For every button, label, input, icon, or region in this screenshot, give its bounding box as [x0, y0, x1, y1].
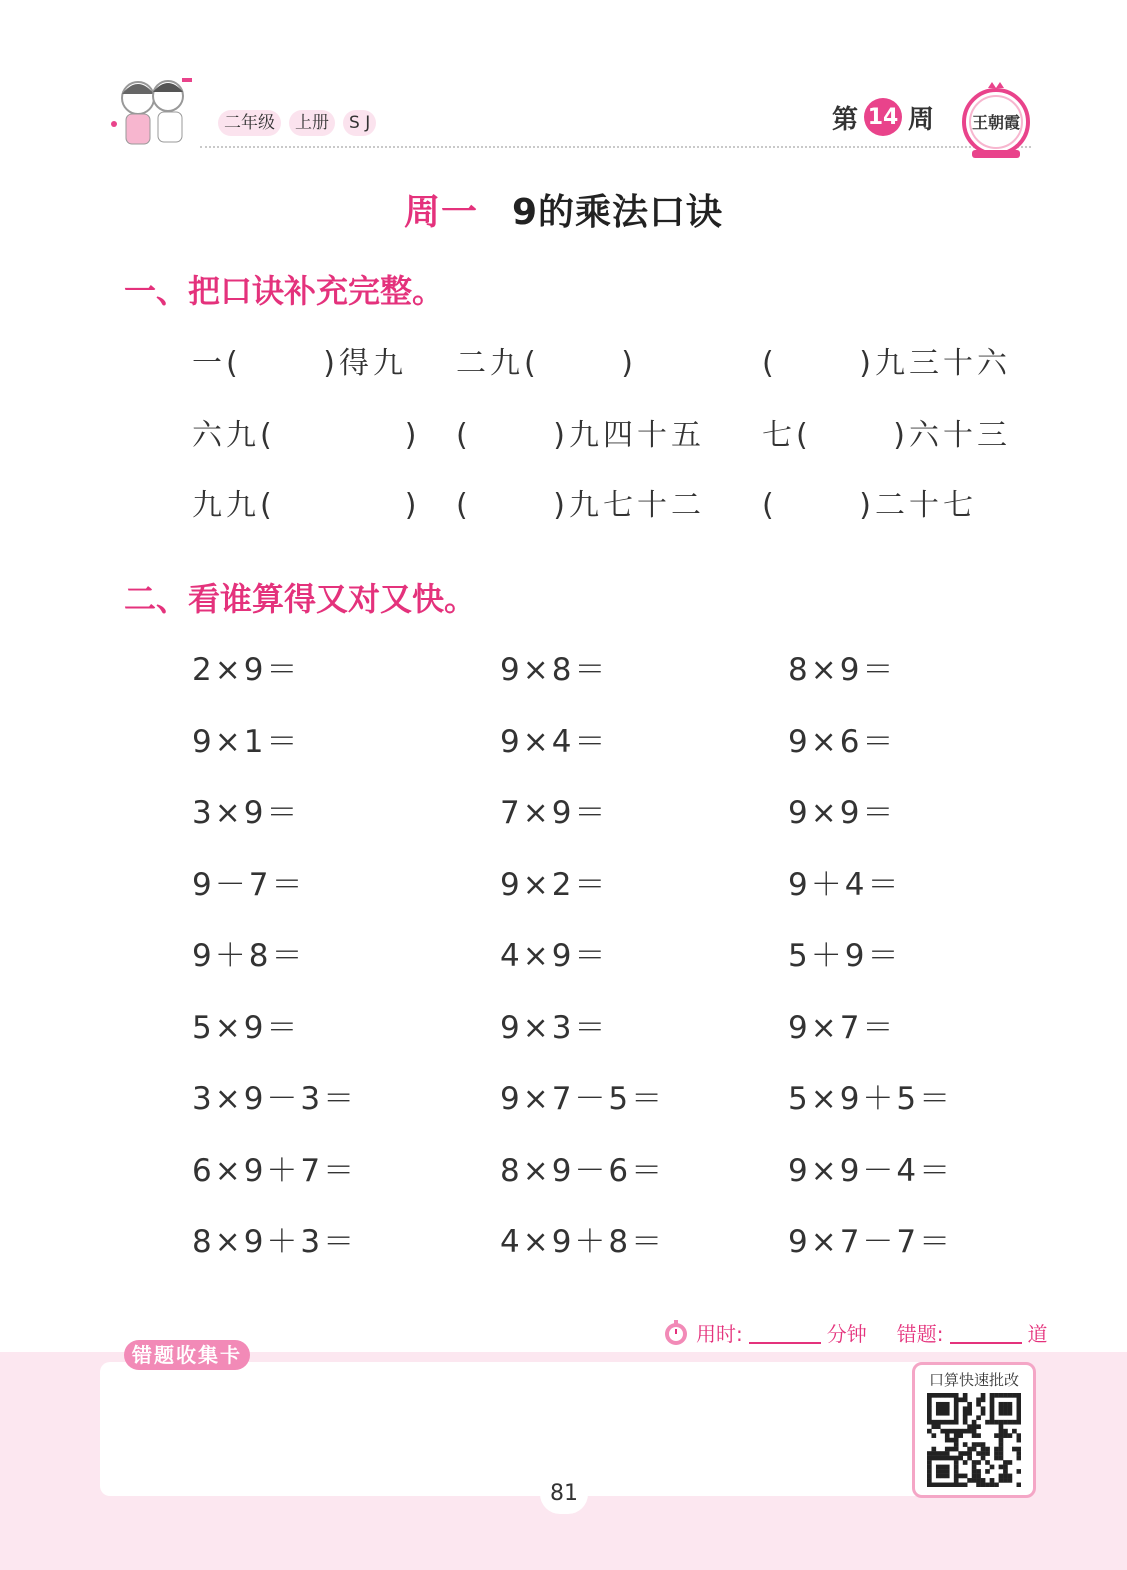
error-collection-label: 错题收集卡 [124, 1340, 250, 1370]
volume-tag: 上册 [289, 110, 335, 136]
calc-problem: 9＋4＝ [788, 866, 902, 903]
calc-problem: 6×9＋7＝ [192, 1152, 358, 1189]
calc-problem: 9×6＝ [788, 723, 897, 760]
rhyme-item: ( )九七十二 [456, 488, 705, 523]
calc-problem: 9×4＝ [500, 723, 609, 760]
calc-problem: 9＋8＝ [192, 938, 306, 974]
qr-caption: 口算快速批改 [928, 1371, 1019, 1389]
qr-code-icon[interactable] [927, 1393, 1021, 1487]
calc-problem: 9×9＝ [788, 795, 897, 831]
rhyme-row [0, 480, 1127, 523]
calc-problem: 9×2＝ [500, 866, 609, 903]
title-day: 周一 [403, 192, 478, 233]
week-suffix: 周 [908, 104, 935, 135]
week-number-badge: 14 [864, 98, 902, 136]
errors-unit: 道 [1027, 1322, 1048, 1346]
section-heading-fill-rhymes: 一、把口诀补充完整。 [124, 272, 445, 310]
rhyme-item: 二九( ) [456, 346, 637, 381]
page-number: 81 [540, 1474, 588, 1514]
calc-problem: 3×9＝ [192, 795, 301, 831]
qr-panel [912, 1362, 1036, 1498]
calc-problem: 4×9＝ [500, 938, 609, 974]
calc-problem: 5×9＋5＝ [788, 1081, 954, 1117]
calc-problem: 9×3＝ [500, 1009, 609, 1046]
calc-problem: 9－7＝ [192, 866, 306, 903]
stopwatch-icon [662, 1319, 690, 1347]
calc-problem: 5＋9＝ [788, 938, 902, 974]
calc-problem: 9×7－5＝ [500, 1081, 666, 1117]
calc-problem: 8×9＝ [788, 652, 897, 688]
calc-problem: 4×9＋8＝ [500, 1224, 666, 1260]
children-illustration-icon [108, 70, 204, 156]
rhyme-item: 六九( ) [192, 418, 421, 453]
rhyme-item: ( )二十七 [762, 488, 977, 523]
calc-problem: 9×8＝ [500, 652, 609, 688]
calc-problem: 8×9－6＝ [500, 1152, 666, 1189]
time-and-errors-line [662, 1318, 1048, 1347]
calc-problem: 3×9－3＝ [192, 1081, 358, 1117]
calc-problem: 2×9＝ [192, 652, 301, 688]
calc-problem: 8×9＋3＝ [192, 1224, 358, 1260]
rhyme-item: ( )九三十六 [762, 346, 1011, 381]
week-indicator [832, 98, 934, 136]
calc-problem: 7×9＝ [500, 795, 609, 831]
author-stamp [960, 80, 1032, 160]
calc-problem: 5×9＝ [192, 1009, 301, 1046]
calc-problem: 9×7－7＝ [788, 1224, 954, 1260]
time-unit: 分钟 [826, 1322, 867, 1346]
page-title [0, 184, 1127, 235]
stamp-text: 王朝霞 [971, 113, 1020, 132]
grade-tags [218, 110, 376, 136]
rhyme-item: 一( )得九 [192, 346, 407, 381]
errors-label: 错题: [896, 1322, 944, 1346]
calc-problem: 9×1＝ [192, 723, 301, 760]
rhyme-row [0, 410, 1127, 453]
rhyme-item: ( )九四十五 [456, 418, 705, 453]
rhyme-row [0, 338, 1127, 381]
rhyme-item: 九九( ) [192, 488, 421, 523]
header-divider [200, 146, 1031, 148]
edition-tag: S J [343, 110, 376, 136]
week-prefix: 第 [832, 104, 859, 135]
calc-problem: 9×9－4＝ [788, 1152, 954, 1189]
section-heading-quick-calc: 二、看谁算得又对又快。 [124, 580, 477, 618]
calc-problem: 9×7＝ [788, 1009, 897, 1046]
title-topic: 9的乘法口诀 [511, 192, 724, 233]
time-blank[interactable] [749, 1322, 821, 1344]
errors-blank[interactable] [950, 1322, 1022, 1344]
grade-tag: 二年级 [218, 110, 281, 136]
time-label: 用时: [696, 1322, 743, 1346]
rhyme-item: 七( )六十三 [762, 418, 1011, 453]
